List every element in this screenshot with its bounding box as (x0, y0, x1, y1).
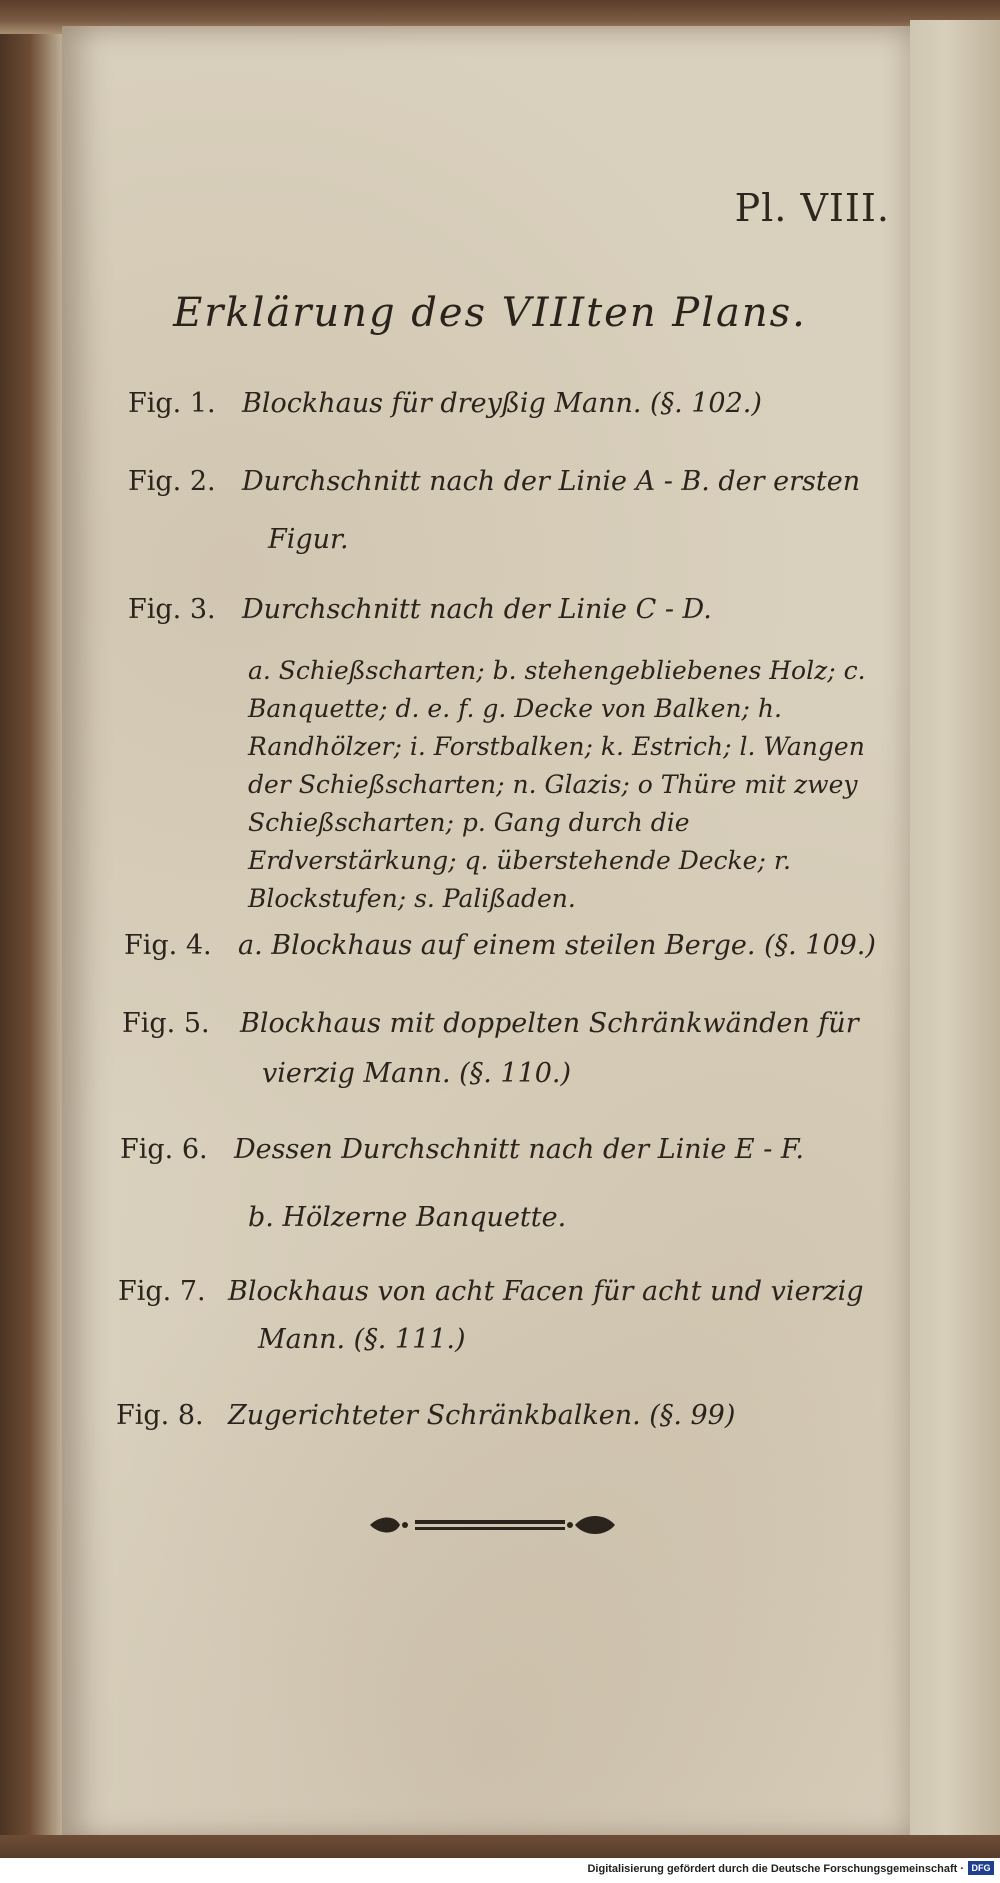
figure-label: Fig. 3. (128, 594, 216, 625)
figure-description: Dessen Durchschnitt nach der Linie E - F. (234, 1134, 805, 1165)
figure-label: Fig. 5. (122, 1008, 210, 1039)
figure-description-continued: Figur. (268, 524, 349, 555)
figure-legend: b. Hölzerne Banquette. (248, 1202, 567, 1233)
figure-description: Durchschnitt nach der Linie C - D. (242, 594, 712, 625)
figure-description-continued: vierzig Mann. (§. 110.) (262, 1058, 572, 1089)
page-title: Erklärung des VIIIten Plans. (173, 290, 807, 336)
figure-legend: a. Schießscharten; b. stehengebliebenes Holz; c. Banquette; d. e. f. g. Decke von Balken; h. Randhölzer; i. Forstbalken; k. Estrich; l. Wangen der Schießscharten; n. Glazis; o Thüre mit zwey Schießscharten; p. Gang durch die Erdverstärkung; q. überstehende Decke; r. Blockstufen; s. Palißaden. (248, 656, 866, 913)
figure-description: Durchschnitt nach der Linie A - B. der ersten (242, 466, 861, 497)
dfg-logo-icon: DFG (968, 1861, 994, 1875)
ornament-divider-icon (360, 1510, 625, 1540)
funding-credit: Digitalisierung gefördert durch die Deutsche Forschungsgemeinschaft · (587, 1863, 964, 1875)
figure-description: Blockhaus von acht Facen für acht und vierzig (228, 1276, 864, 1307)
figure-description: a. Blockhaus auf einem steilen Berge. (§. 109.) (238, 930, 876, 961)
figure-description-continued: Mann. (§. 111.) (258, 1324, 466, 1355)
figure-label: Fig. 8. (116, 1400, 204, 1431)
figure-description: Blockhaus mit doppelten Schränkwänden für (240, 1008, 859, 1039)
figure-label: Fig. 6. (120, 1134, 208, 1165)
figure-label: Fig. 4. (124, 930, 212, 961)
figure-label: Fig. 7. (118, 1276, 206, 1307)
figure-label: Fig. 2. (128, 466, 216, 497)
page-right-edge (910, 20, 1000, 1840)
plate-label: Pl. VIII. (734, 186, 890, 230)
figure-label: Fig. 1. (128, 388, 216, 419)
figure-description: Zugerichteter Schränkbalken. (§. 99) (228, 1400, 736, 1431)
figure-description: Blockhaus für dreyßig Mann. (§. 102.) (242, 388, 762, 419)
